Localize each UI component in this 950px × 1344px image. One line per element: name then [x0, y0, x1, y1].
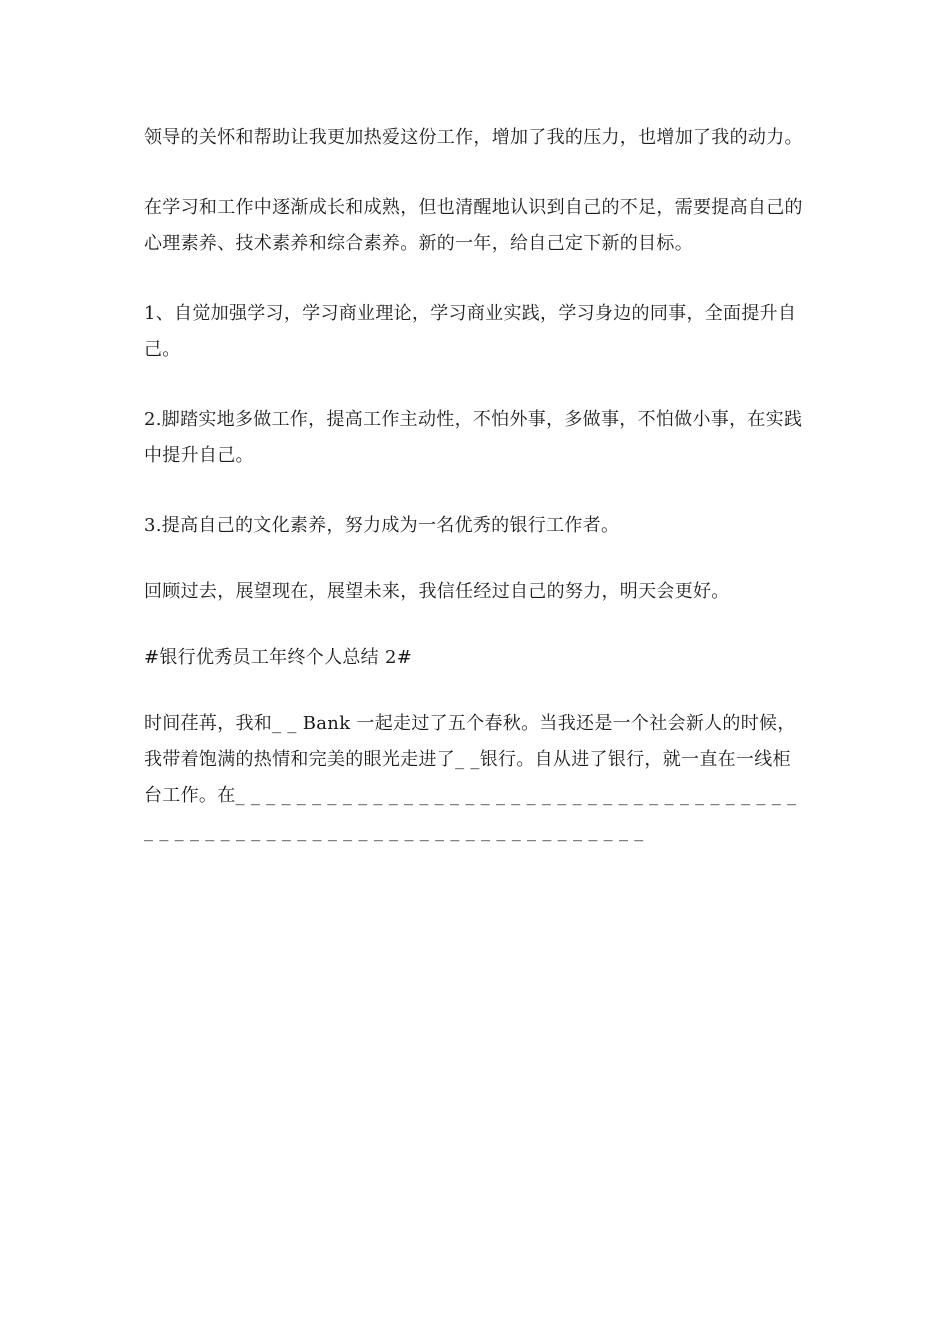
paragraph-leadership-care: 领导的关怀和帮助让我更加热爱这份工作，增加了我的压力，也增加了我的动力。 — [144, 127, 803, 148]
paragraph-goal-1: 1、自觉加强学习，学习商业理论，学习商业实践，学习身边的同事，全面提升自己。 — [144, 303, 797, 360]
paragraph-looking-forward: 回顾过去，展望现在，展望未来，我信任经过自己的努力，明天会更好。 — [144, 581, 730, 602]
paragraph-goal-2: 2.脚踏实地多做工作，提高工作主动性，不怕外事，多做事，不怕做小事，在实践中提升自己。 — [144, 409, 803, 466]
paragraph-goal-3: 3.提高自己的文化素养，努力成为一名优秀的银行工作者。 — [144, 515, 620, 536]
section-heading: #银行优秀员工年终个人总结 2# — [144, 647, 413, 668]
paragraph-growth-and-goals: 在学习和工作中逐渐成长和成熟，但也清醒地认识到自己的不足，需要提高自己的心理素养、技术素养和综合素养。新的一年，给自己定下新的目标。 — [144, 197, 803, 254]
paragraph-five-years: 时间荏苒，我和_ _ Bank 一起走过了五个春秋。当我还是一个社会新人的时候，我带着饱满的热情和完美的眼光走进了_ _银行。自从进了银行，就一直在一线柜台工作。在_ _ _ _ _ _ _ _ _ _ _ _ _ _ _ _ _ _ _ _ _ _ _ _ _ _ _ _ _ _ _ _ _ _ _ _ _ _ _ _ _ _ _ _ _ _ _ _ _ _ _ _ _ _ _ _ _ _ _ _ _ _ _ _ _ _ _ _ _ _ — [144, 713, 797, 842]
document-body — [144, 120, 809, 884]
